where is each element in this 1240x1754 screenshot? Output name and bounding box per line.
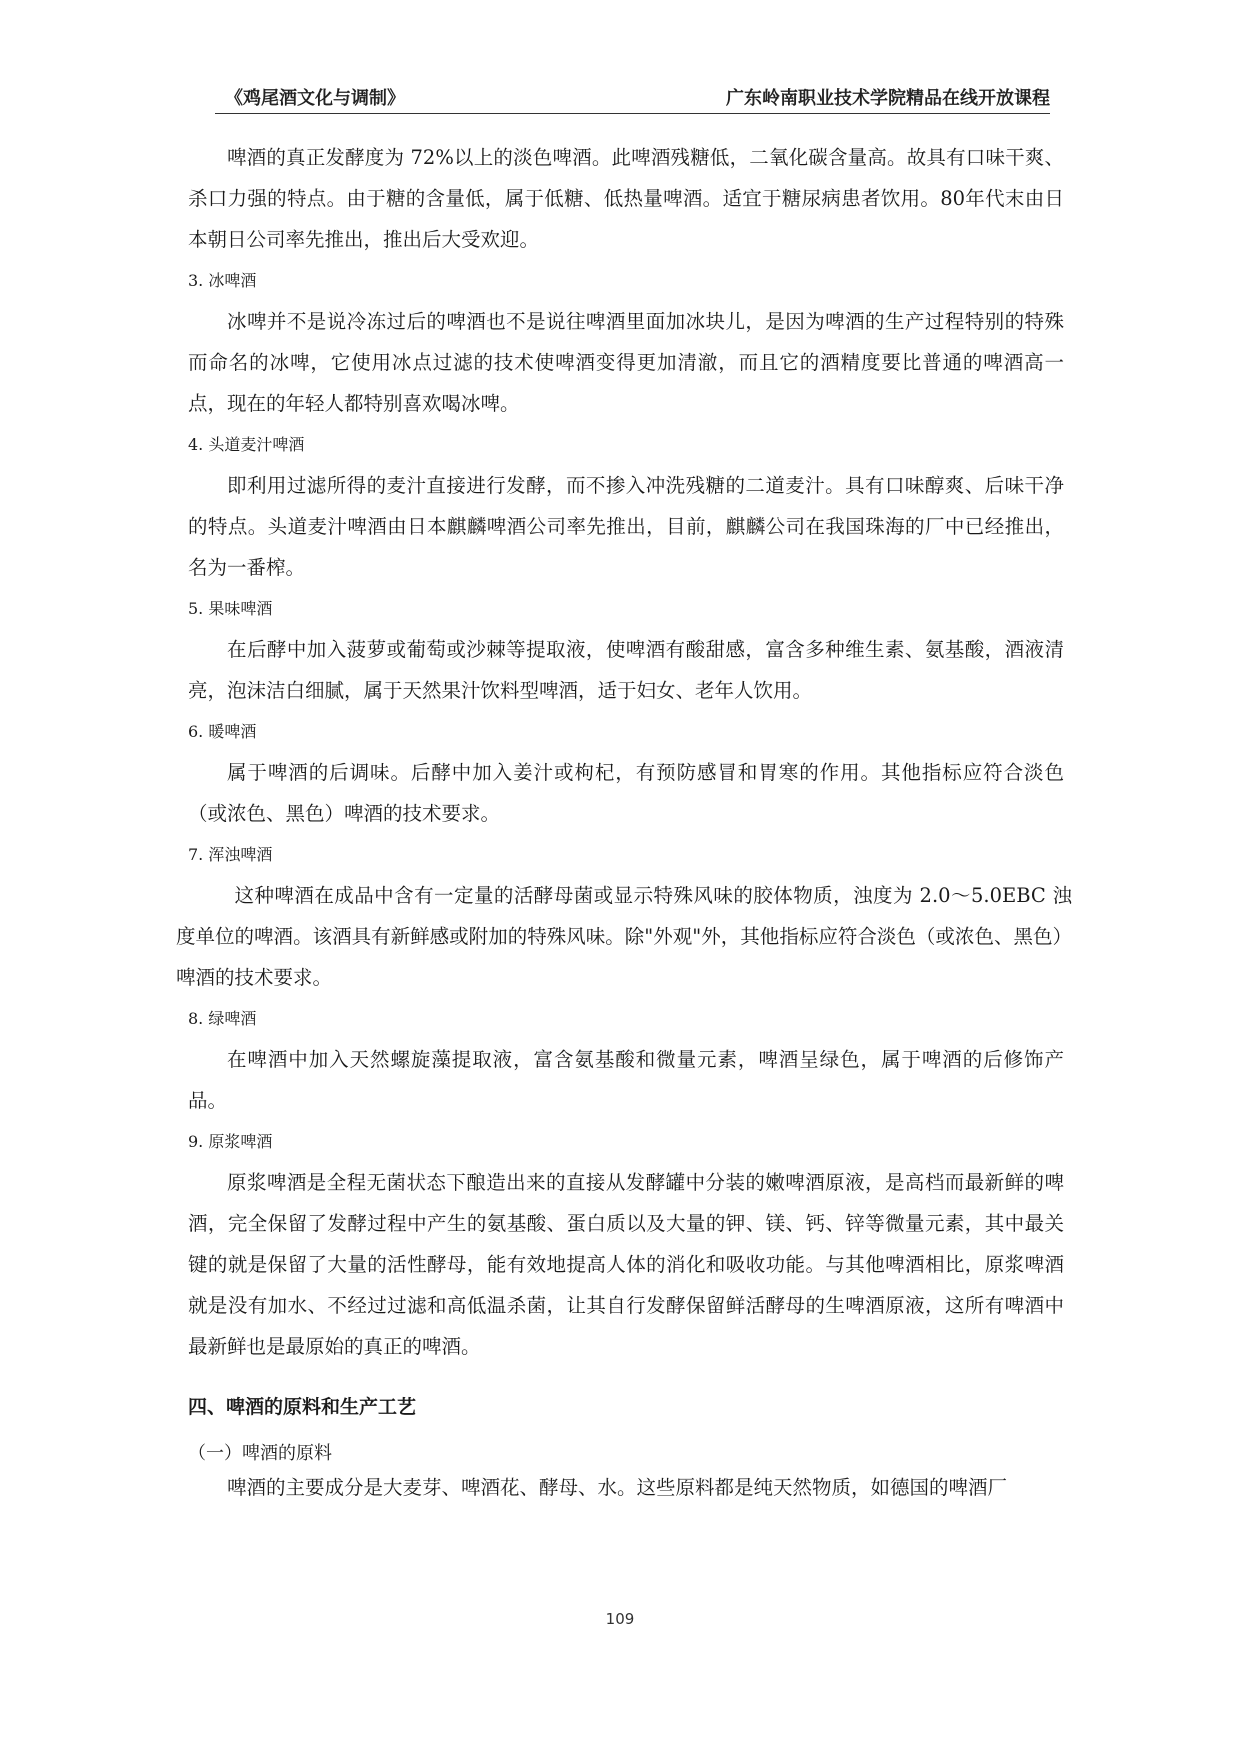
paragraph-dry-beer: 啤酒的真正发酵度为 72%以上的淡色啤酒。此啤酒残糖低，二氧化碳含量高。故具有口味干爽、杀口力强的特点。由于糖的含量低，属于低糖、低热量啤酒。适宜于糖尿病患者饮用。80年代末由日本朝日公司率先推出，推出后大受欢迎。 bbox=[188, 146, 1064, 251]
paragraph-warm-beer: 属于啤酒的后调味。后酵中加入姜汁或枸杞，有预防感冒和胃寒的作用。其他指标应符合淡色（或浓色、黑色）啤酒的技术要求。 bbox=[188, 761, 1064, 825]
paragraph-raw-beer: 原浆啤酒是全程无菌状态下酿造出来的直接从发酵罐中分装的嫩啤酒原液，是高档而最新鲜的啤酒，完全保留了发酵过程中产生的氨基酸、蛋白质以及大量的钾、镁、钙、锌等微量元素，其中最关键的就是保留了大量的活性酵母，能有效地提高人体的消化和吸收功能。与其他啤酒相比，原浆啤酒就是没有加水、不经过过滤和高低温杀菌，让其自行发酵保留鲜活酵母的生啤酒原液，这所有啤酒中最新鲜也是最原始的真正的啤酒。 bbox=[188, 1171, 1064, 1358]
page-header bbox=[215, 80, 1050, 114]
paragraph-ice-beer: 冰啤并不是说冷冻过后的啤酒也不是说往啤酒里面加冰块儿，是因为啤酒的生产过程特别的特殊而命名的冰啤，它使用冰点过滤的技术使啤酒变得更加清澈，而且它的酒精度要比普通的啤酒高一点，现在的年轻人都特别喜欢喝冰啤。 bbox=[188, 310, 1064, 415]
section-heading-materials: 四、啤酒的原料和生产工艺 bbox=[188, 1396, 417, 1418]
subsection-heading-materials: （一）啤酒的原料 bbox=[188, 1443, 332, 1464]
heading-first-wort-beer: 4. 头道麦汁啤酒 bbox=[188, 435, 305, 454]
page-body bbox=[176, 137, 1072, 1508]
paragraph-materials: 啤酒的主要成分是大麦芽、啤酒花、酵母、水。这些原料都是纯天然物质，如德国的啤酒厂 bbox=[227, 1476, 1008, 1499]
paragraph-fruit-beer: 在后酵中加入菠萝或葡萄或沙棘等提取液，使啤酒有酸甜感，富含多种维生素、氨基酸，酒液清亮，泡沫洁白细腻，属于天然果汁饮料型啤酒，适于妇女、老年人饮用。 bbox=[188, 638, 1064, 702]
heading-raw-beer: 9. 原浆啤酒 bbox=[188, 1132, 273, 1151]
page-number: 109 bbox=[605, 1610, 635, 1628]
heading-warm-beer: 6. 暖啤酒 bbox=[188, 722, 257, 741]
institution-name: 广东岭南职业技术学院精品在线开放课程 bbox=[726, 88, 1050, 109]
header-divider bbox=[215, 113, 1050, 114]
heading-cloudy-beer: 7. 浑浊啤酒 bbox=[188, 845, 273, 864]
heading-fruit-beer: 5. 果味啤酒 bbox=[188, 599, 273, 618]
paragraph-green-beer: 在啤酒中加入天然螺旋藻提取液，富含氨基酸和微量元素，啤酒呈绿色，属于啤酒的后修饰产品。 bbox=[188, 1048, 1064, 1112]
heading-green-beer: 8. 绿啤酒 bbox=[188, 1009, 257, 1028]
paragraph-first-wort-beer: 即利用过滤所得的麦汁直接进行发酵，而不掺入冲洗残糖的二道麦汁。具有口味醇爽、后味干净的特点。头道麦汁啤酒由日本麒麟啤酒公司率先推出，目前，麒麟公司在我国珠海的厂中已经推出，名为一番榨。 bbox=[188, 474, 1064, 579]
heading-ice-beer: 3. 冰啤酒 bbox=[188, 271, 257, 290]
course-title: 《鸡尾酒文化与调制》 bbox=[225, 88, 405, 109]
paragraph-cloudy-beer: 这种啤酒在成品中含有一定量的活酵母菌或显示特殊风味的胶体物质，浊度为 2.0～5.0EBC 浊度单位的啤酒。该酒具有新鲜感或附加的特殊风味。除"外观"外，其他指标应符合淡色（或浓色、黑色）啤酒的技术要求。 bbox=[176, 884, 1072, 989]
